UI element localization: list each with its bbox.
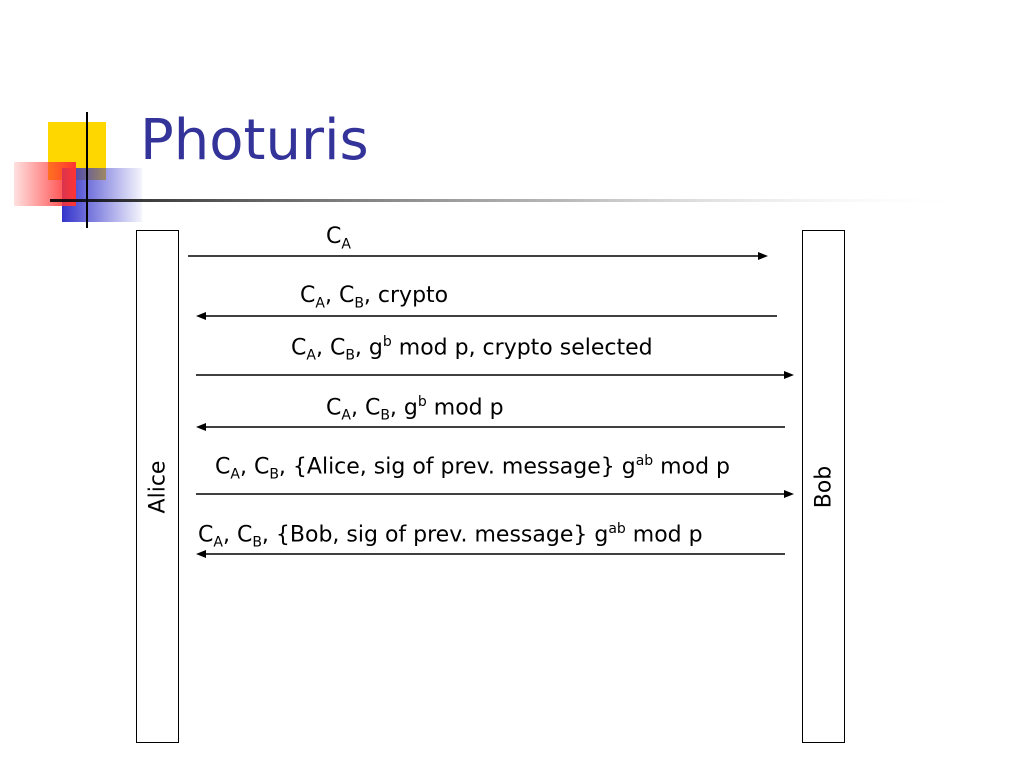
message-label: $C_A$, $C_B$, $g^b$ mod p, crypto selected <box>291 334 653 364</box>
arrowhead <box>196 550 206 558</box>
message-label: $C_A$, $C_B$, $g^b$ mod p <box>326 394 504 424</box>
message-label: $C_A$, $C_B$, {Alice, sig of prev. message} $g^{ab}$ mod p <box>215 453 730 483</box>
slide-title: Photuris <box>140 108 369 173</box>
message-label: $C_A$ <box>326 224 351 253</box>
arrowhead <box>784 371 794 379</box>
arrowhead <box>784 490 794 498</box>
arrowhead <box>196 423 206 431</box>
bob-label: Bob <box>811 465 836 508</box>
message-label: $C_A$, $C_B$, crypto <box>300 283 449 312</box>
arrowhead <box>758 252 768 260</box>
message-label: $C_A$, $C_B$, {Bob, sig of prev. message} $g^{ab}$ mod p <box>198 521 703 551</box>
alice-label: Alice <box>145 460 170 513</box>
arrowhead <box>196 312 206 320</box>
